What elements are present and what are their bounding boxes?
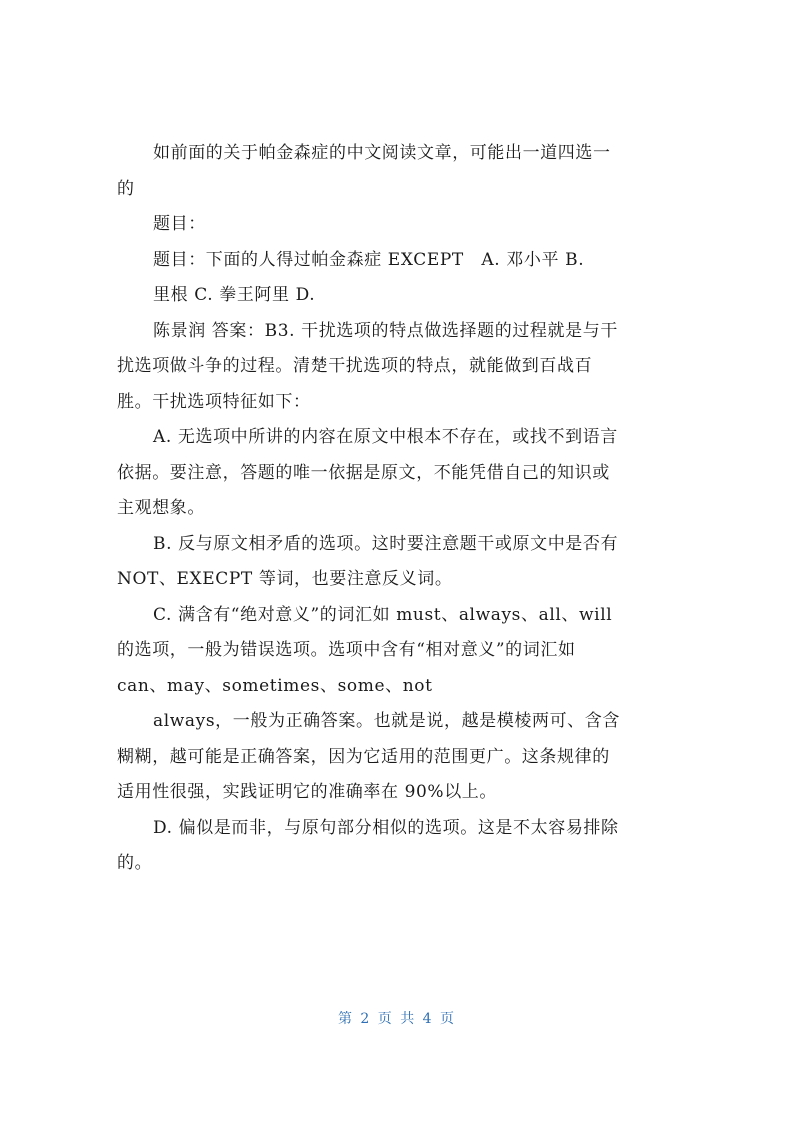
paragraph-line: B. 反与原文相矛盾的选项。这时要注意题干或原文中是否有 — [153, 533, 619, 554]
paragraph-line: 如前面的关于帕金森症的中文阅读文章，可能出一道四选一 — [153, 143, 611, 163]
page-number-footer: 第 2 页 共 4 页 — [337, 1011, 457, 1027]
paragraph-line: 的选项，一般为错误选项。选项中含有“相对意义”的词汇如 — [117, 640, 576, 660]
paragraph-line: D. 偏似是而非，与原句部分相似的选项。这是不太容易排除 — [153, 817, 619, 838]
paragraph-line: always，一般为正确答案。也就是说，越是模棱两可、含含 — [153, 711, 620, 731]
paragraph-line: 依据。要注意，答题的唯一依据是原文，不能凭借自己的知识或 — [117, 462, 610, 483]
paragraph-line: 主观想象。 — [117, 498, 205, 518]
paragraph-line: C. 满含有“绝对意义”的词汇如 must、always、all、will — [153, 604, 613, 625]
paragraph-line: 的。 — [117, 853, 153, 873]
paragraph-line: 糊糊，越可能是正确答案，因为它适用的范围更广。这条规律的 — [117, 746, 610, 767]
paragraph-line: 里根 C. 拳王阿里 D. — [153, 285, 316, 305]
paragraph-line: 题目： — [153, 214, 206, 234]
paragraph-line: NOT、EXECPT 等词，也要注意反义词。 — [117, 569, 453, 589]
paragraph-line: 胜。干扰选项特征如下： — [117, 391, 311, 412]
paragraph-line: A. 无选项中所讲的内容在原文中根本不存在，或找不到语言 — [153, 427, 618, 447]
paragraph-line: 陈景润 答案：B3. 干扰选项的特点做选择题的过程就是与干 — [153, 320, 618, 341]
paragraph-line: 适用性很强，实践证明它的准确率在 90%以上。 — [117, 782, 497, 802]
paragraph-line: 题目：下面的人得过帕金森症 EXCEPT A. 邓小平 B. — [153, 249, 585, 270]
body-text — [117, 136, 665, 882]
paragraph-line: 扰选项做斗争的过程。清楚干扰选项的特点，就能做到百战百 — [117, 356, 593, 376]
paragraph-line: 的 — [117, 178, 135, 199]
paragraph-line: can、may、sometimes、some、not — [117, 675, 433, 696]
